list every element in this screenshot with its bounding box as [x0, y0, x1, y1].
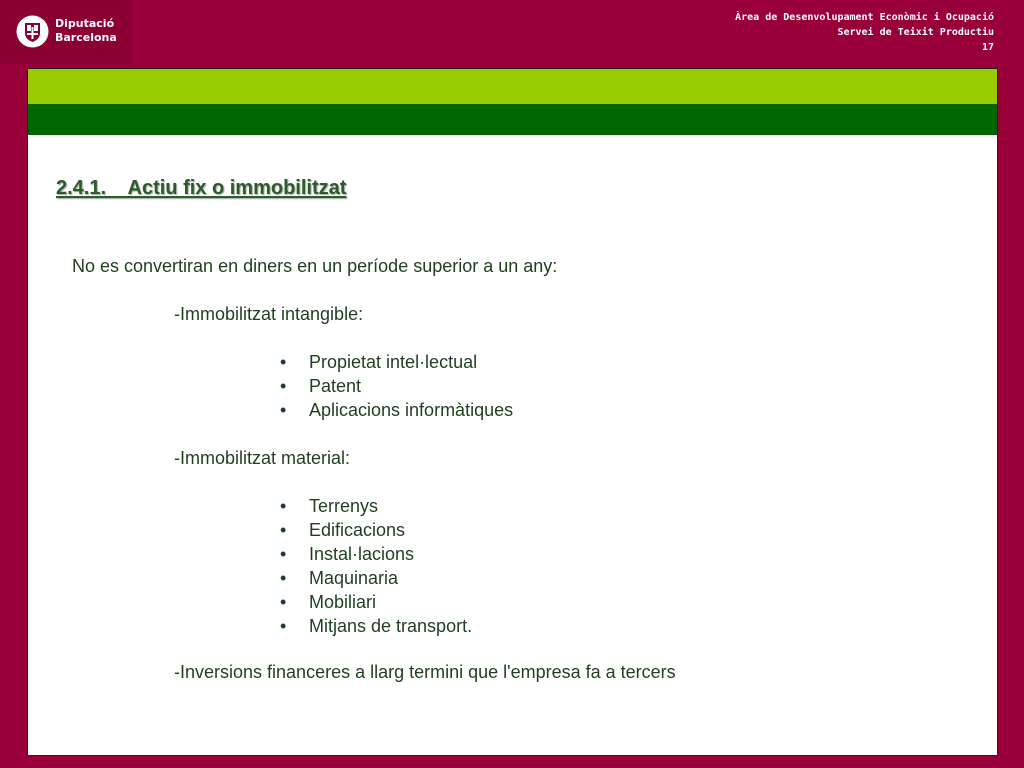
bullet-icon: • — [280, 520, 287, 540]
diputacio-emblem-icon — [16, 15, 49, 48]
green-band-dark — [28, 104, 997, 135]
list-item — [280, 590, 472, 614]
logo-text — [55, 17, 117, 45]
list-item-label: Patent — [309, 376, 362, 396]
list-item-label: Mitjans de transport. — [309, 616, 473, 636]
slide-panel — [27, 68, 998, 756]
list-item — [280, 494, 472, 518]
header-info — [735, 10, 994, 55]
list-item-label: Mobiliari — [309, 592, 377, 612]
bullet-icon: • — [280, 376, 287, 396]
bullet-icon: • — [280, 616, 287, 636]
department-label: Àrea de Desenvolupament Econòmic i Ocupació — [735, 12, 994, 23]
list-item — [280, 542, 472, 566]
intro-text: No es convertiran en diners en un període superior a un any: — [72, 256, 558, 276]
logo-line1: Diputació — [55, 17, 115, 30]
bullet-icon: • — [280, 352, 287, 372]
list-item — [280, 350, 513, 374]
intangible-list — [280, 350, 513, 422]
material-list — [280, 494, 472, 638]
bullet-icon: • — [280, 496, 287, 516]
list-item — [280, 398, 513, 422]
bullet-icon: • — [280, 568, 287, 588]
list-item-label: Terrenys — [309, 496, 379, 516]
page-number: 17 — [981, 42, 994, 53]
section-heading-material: -Immobilitzat material: — [174, 448, 351, 468]
list-item — [280, 566, 472, 590]
list-item-label: Maquinaria — [309, 568, 399, 588]
list-item-label: Instal·lacions — [309, 544, 415, 564]
green-band-light — [28, 69, 997, 104]
list-item-label: Edificacions — [309, 520, 406, 540]
bullet-icon: • — [280, 592, 287, 612]
list-item — [280, 374, 513, 398]
section-heading-intangible: -Immobilitzat intangible: — [174, 304, 364, 324]
bullet-icon: • — [280, 544, 287, 564]
service-label: Servei de Teixit Productiu — [837, 27, 994, 38]
list-item-label: Propietat intel·lectual — [309, 352, 478, 372]
section-heading-financial: -Inversions financeres a llarg termini que l'empresa fa a tercers — [174, 662, 676, 682]
slide-title: 2.4.1. Actiu fix o immobilitzat — [56, 177, 347, 199]
list-item-label: Aplicacions informàtiques — [309, 400, 514, 420]
list-item — [280, 614, 472, 638]
logo — [0, 0, 132, 64]
logo-line2: Barcelona — [55, 31, 117, 44]
list-item — [280, 518, 472, 542]
bullet-icon: • — [280, 400, 287, 420]
